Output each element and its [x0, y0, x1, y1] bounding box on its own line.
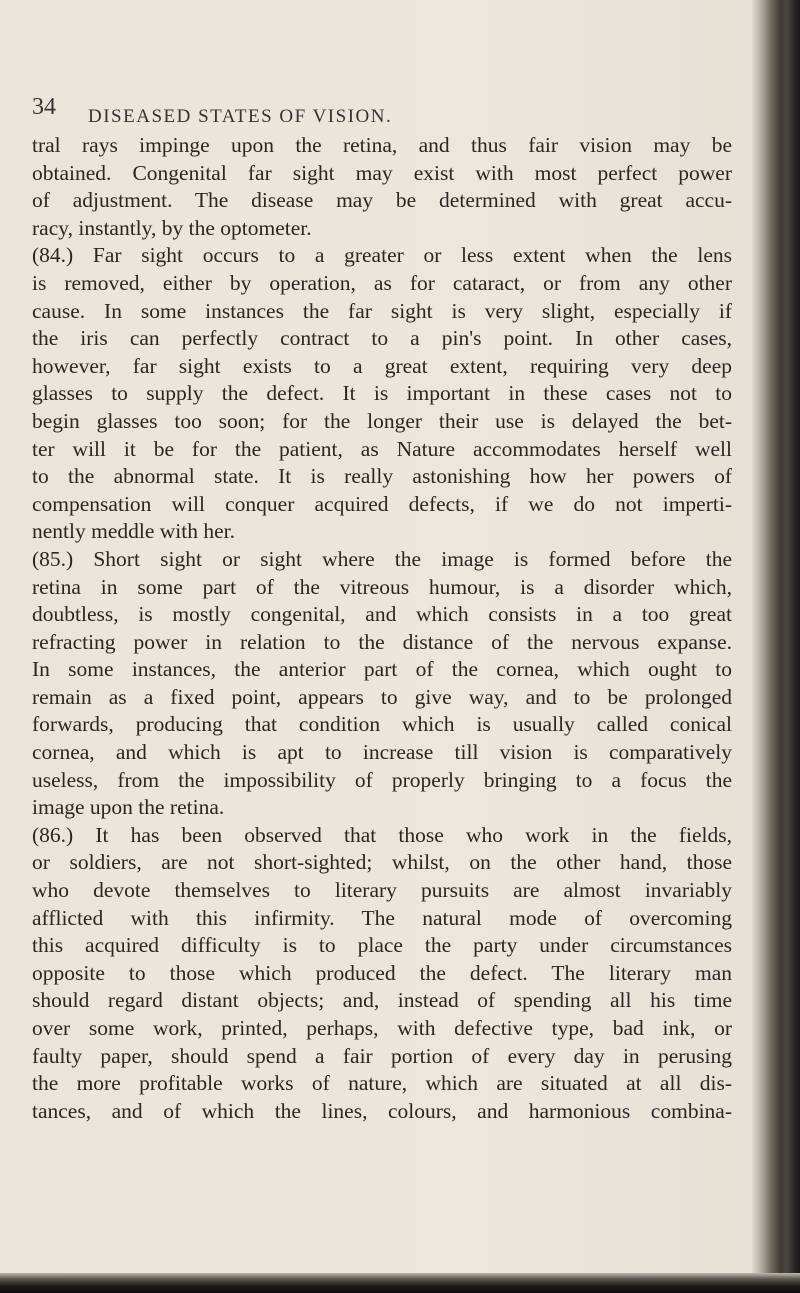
- text-line: refracting power in relation to the distance of the nervous expanse.: [32, 629, 732, 654]
- text-line: however, far sight exists to a great extent, requiring very deep: [32, 353, 732, 378]
- page-edge-shadow: [752, 0, 800, 1293]
- text-line: afflicted with this infirmity. The natural mode of overcoming: [32, 905, 732, 930]
- text-line: remain as a fixed point, appears to give way, and to be prolonged: [32, 684, 732, 709]
- text-line: faulty paper, should spend a fair portion of every day in perusing: [32, 1043, 732, 1068]
- text-line: or soldiers, are not short-sighted; whilst, on the other hand, those: [32, 850, 732, 875]
- text-line: ter will it be for the patient, as Nature accommodates herself well: [32, 436, 732, 461]
- text-line: (84.) Far sight occurs to a greater or less extent when the lens: [32, 243, 732, 268]
- text-line: forwards, producing that condition which is usually called conical: [32, 712, 732, 737]
- page-number: 34: [32, 94, 56, 120]
- text-line: nently meddle with her.: [32, 519, 236, 544]
- text-line: (86.) It has been observed that those who work in the fields,: [32, 822, 732, 847]
- text-line: obtained. Congenital far sight may exist with most perfect power: [32, 160, 732, 185]
- text-line: glasses to supply the defect. It is important in these cases not to: [32, 381, 732, 406]
- text-line: (85.) Short sight or sight where the image is formed before the: [32, 546, 732, 571]
- text-line: tral rays impinge upon the retina, and thus fair vision may be: [32, 133, 732, 157]
- text-line: who devote themselves to literary pursuits are almost invariably: [32, 878, 732, 903]
- text-line: over some work, printed, perhaps, with defective type, bad ink, or: [32, 1016, 732, 1040]
- text-line: image upon the retina.: [32, 795, 225, 820]
- running-title: DISEASED STATES OF VISION.: [88, 106, 393, 127]
- page-bottom-shadow: [0, 1273, 800, 1293]
- text-line: cornea, and which is apt to increase till vision is comparatively: [32, 740, 732, 765]
- text-line: the more profitable works of nature, which are situated at all dis-: [32, 1071, 732, 1096]
- page-header: [32, 94, 752, 134]
- text-line: of adjustment. The disease may be determined with great accu-: [32, 188, 732, 213]
- text-line: useless, from the impossibility of properly bringing to a focus the: [32, 767, 732, 792]
- text-line: this acquired difficulty is to place the party under circumstances: [32, 933, 732, 958]
- text-line: opposite to those which produced the defect. The literary man: [32, 960, 732, 985]
- text-line: racy, instantly, by the optometer.: [32, 215, 312, 240]
- text-line: should regard distant objects; and, instead of spending all his time: [32, 988, 732, 1013]
- text-line: compensation will conquer acquired defects, if we do not imperti-: [32, 491, 732, 516]
- text-line: cause. In some instances the far sight is very slight, especially if: [32, 298, 732, 323]
- text-line: begin glasses too soon; for the longer their use is delayed the bet-: [32, 408, 732, 433]
- text-line: tances, and of which the lines, colours, and harmonious combina-: [32, 1098, 732, 1123]
- text-line: In some instances, the anterior part of the cornea, which ought to: [32, 657, 732, 682]
- body-text: [32, 132, 732, 1125]
- text-line: retina in some part of the vitreous humour, is a disorder which,: [32, 574, 732, 599]
- text-line: the iris can perfectly contract to a pin's point. In other cases,: [32, 326, 732, 351]
- text-line: is removed, either by operation, as for cataract, or from any other: [32, 270, 732, 295]
- text-line: doubtless, is mostly congenital, and which consists in a too great: [32, 602, 732, 627]
- text-line: to the abnormal state. It is really astonishing how her powers of: [32, 464, 732, 489]
